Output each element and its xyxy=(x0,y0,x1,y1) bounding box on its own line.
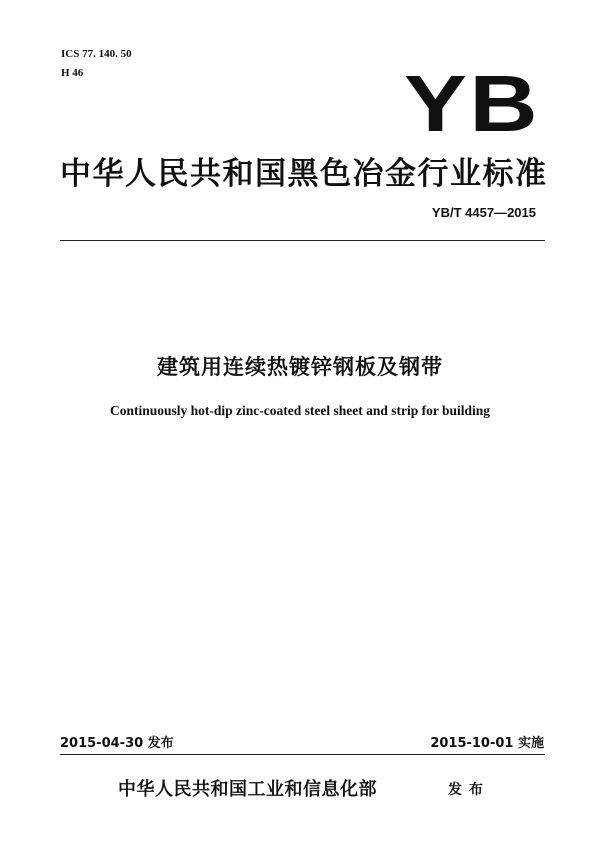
ics-code: ICS 77. 140. 50 xyxy=(61,48,132,60)
implementation-date: 2015-10-01 实施 xyxy=(430,736,544,751)
issue-date: 2015-04-30 发布 xyxy=(60,736,174,751)
document-title-en: Continuously hot-dip zinc-coated steel sheet and strip for building xyxy=(109,403,491,418)
standard-category-title: 中华人民共和国黑色冶金行业标准 xyxy=(60,156,548,192)
document-title-cn: 建筑用连续热镀锌钢板及钢带 xyxy=(157,355,443,379)
bottom-divider xyxy=(60,754,545,755)
top-divider xyxy=(60,240,545,241)
issuing-authority: 中华人民共和国工业和信息化部 xyxy=(118,779,377,800)
issue-label: 发 布 xyxy=(448,782,484,798)
ccs-code: H 46 xyxy=(61,67,84,79)
standard-number: YB/T 4457—2015 xyxy=(431,205,536,220)
yb-logo: YB xyxy=(404,59,540,148)
